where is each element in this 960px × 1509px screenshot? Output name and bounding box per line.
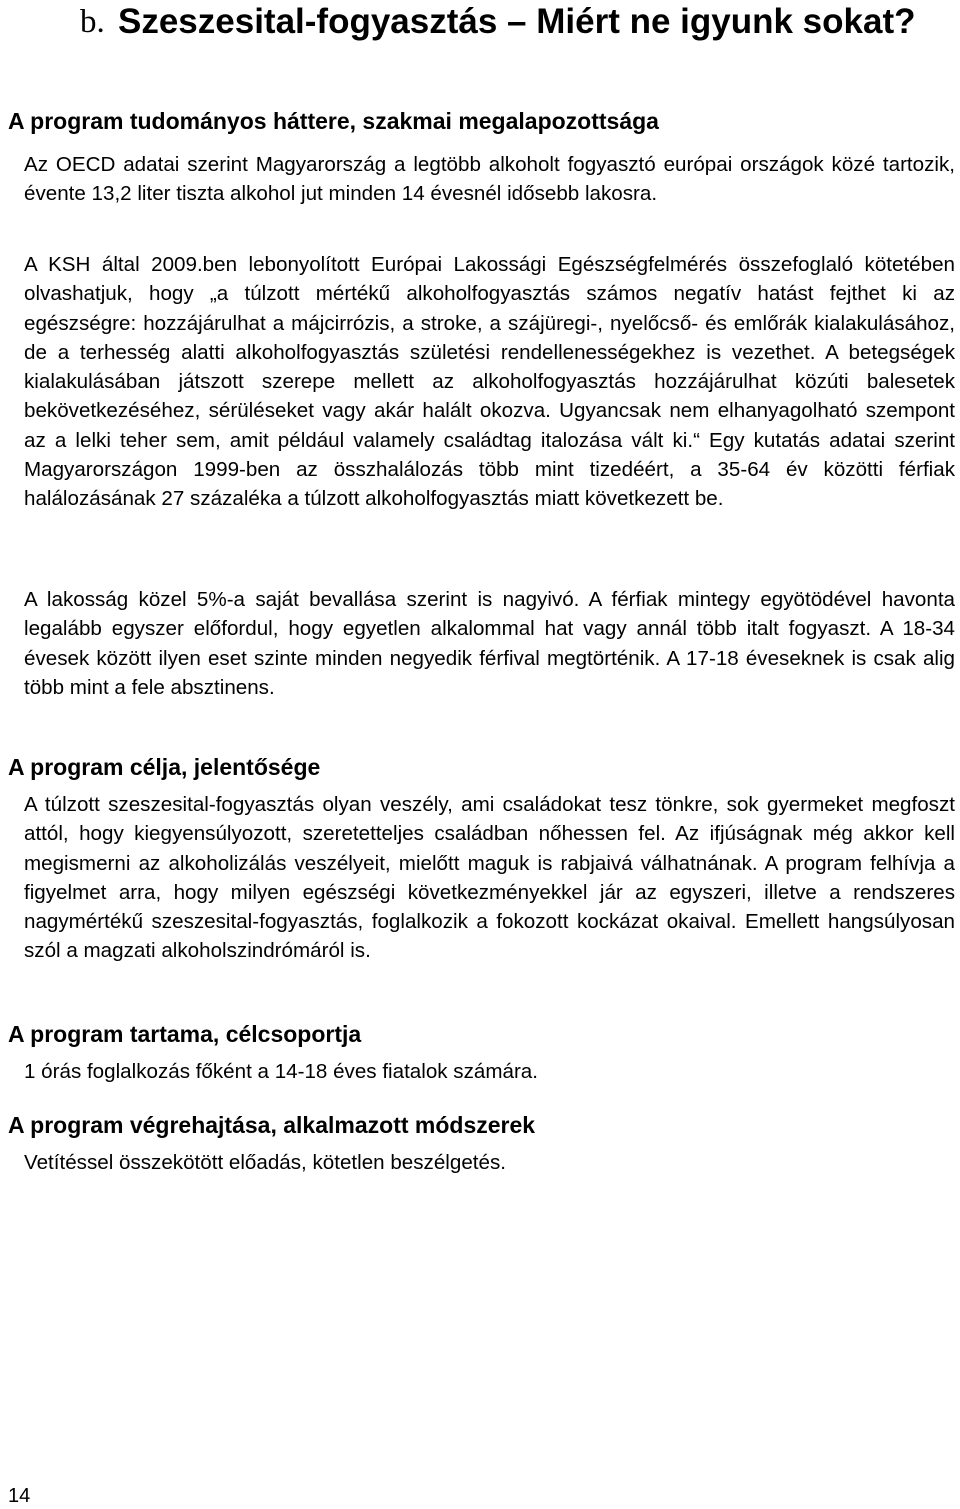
- chapter-heading: [80, 0, 940, 44]
- chapter-title: Szeszesital-fogyasztás – Miért ne igyunk sokat?: [118, 2, 916, 41]
- section-heading-methods: A program végrehajtása, alkalmazott módszerek: [8, 1112, 536, 1138]
- paragraph-oecd: Az OECD adatai szerint Magyarország a legtöbb alkoholt fogyasztó európai országok közé tartozik, évente 13,2 liter tiszta alkohol jut minden 14 évesnél idősebb lakosra.: [24, 153, 955, 206]
- paragraph-ksh-survey: A KSH által 2009.ben lebonyolított Európai Lakossági Egészségfelmérés összefoglaló kötetében olvashatjuk, hogy „a túlzott mértékű alkoholfogyasztás számos negatív hatást fejthet ki az egészségre: hozzájárulhat a májcirrózis, a stroke, a szájüregi-, nyelőcső- és emlőrák kialakulásához, de a terhesség alatti alkoholfogyasztás születési rendellenességekhez is vezethet. A betegségek kialakulásában játszott szerepe mellett az alkoholfogyasztás hozzájárulhat közúti balesetek bekövetkezéséhez, sérüléseket vagy akár halált okozva. Ugyancsak nem elhanyagolható szempont az a lelki teher sem, amit például valamely családtag italozása vált ki.“ Egy kutatás adatai szerint Magyarországon 1999-ben az összhalálozás több mint tizedéért, a 35-64 év közötti férfiak halálozásának 27 százaléka a túlzott alkoholfogyasztás miatt következett be.: [24, 253, 955, 511]
- paragraph-heavy-drinkers: A lakosság közel 5%-a saját bevallása szerint is nagyivó. A férfiak mintegy egyötödével havonta legalább egyszer előfordul, hogy egyetlen alkalommal hat vagy annál több italt fogyaszt. A 18-34 évesek között ilyen eset szinte minden negyedik férfival megtörténik. A 17-18 éveseknek is csak alig több mint a fele absztinens.: [24, 588, 955, 699]
- section-heading-duration: A program tartama, célcsoportja: [8, 1021, 362, 1047]
- page-number: 14: [8, 1485, 31, 1507]
- section-heading-background: A program tudományos háttere, szakmai megalapozottsága: [8, 108, 659, 134]
- paragraph-methods: Vetítéssel összekötött előadás, kötetlen beszélgetés.: [24, 1151, 506, 1174]
- paragraph-duration: 1 órás foglalkozás főként a 14-18 éves fiatalok számára.: [24, 1060, 538, 1083]
- section-heading-goal: A program célja, jelentősége: [8, 754, 321, 780]
- chapter-number: b.: [80, 4, 105, 40]
- paragraph-goal: A túlzott szeszesital-fogyasztás olyan veszély, ami családokat tesz tönkre, sok gyermeket megfoszt attól, hogy kiegyensúlyozott, szeretetteljes családban nőhessen fel. Az ifjúságnak még akkor kell megismerni az alkoholizálás veszélyeit, mielőtt maguk is rabjaivá válhatnának. A program felhívja a figyelmet arra, hogy milyen egészségi következményekkel jár az egyszeri, illetve a rendszeres nagymértékű szeszesital-fogyasztás, foglalkozik a fokozott kockázat okaival. Emellett hangsúlyosan szól a magzati alkoholszindrómáról is.: [24, 793, 955, 963]
